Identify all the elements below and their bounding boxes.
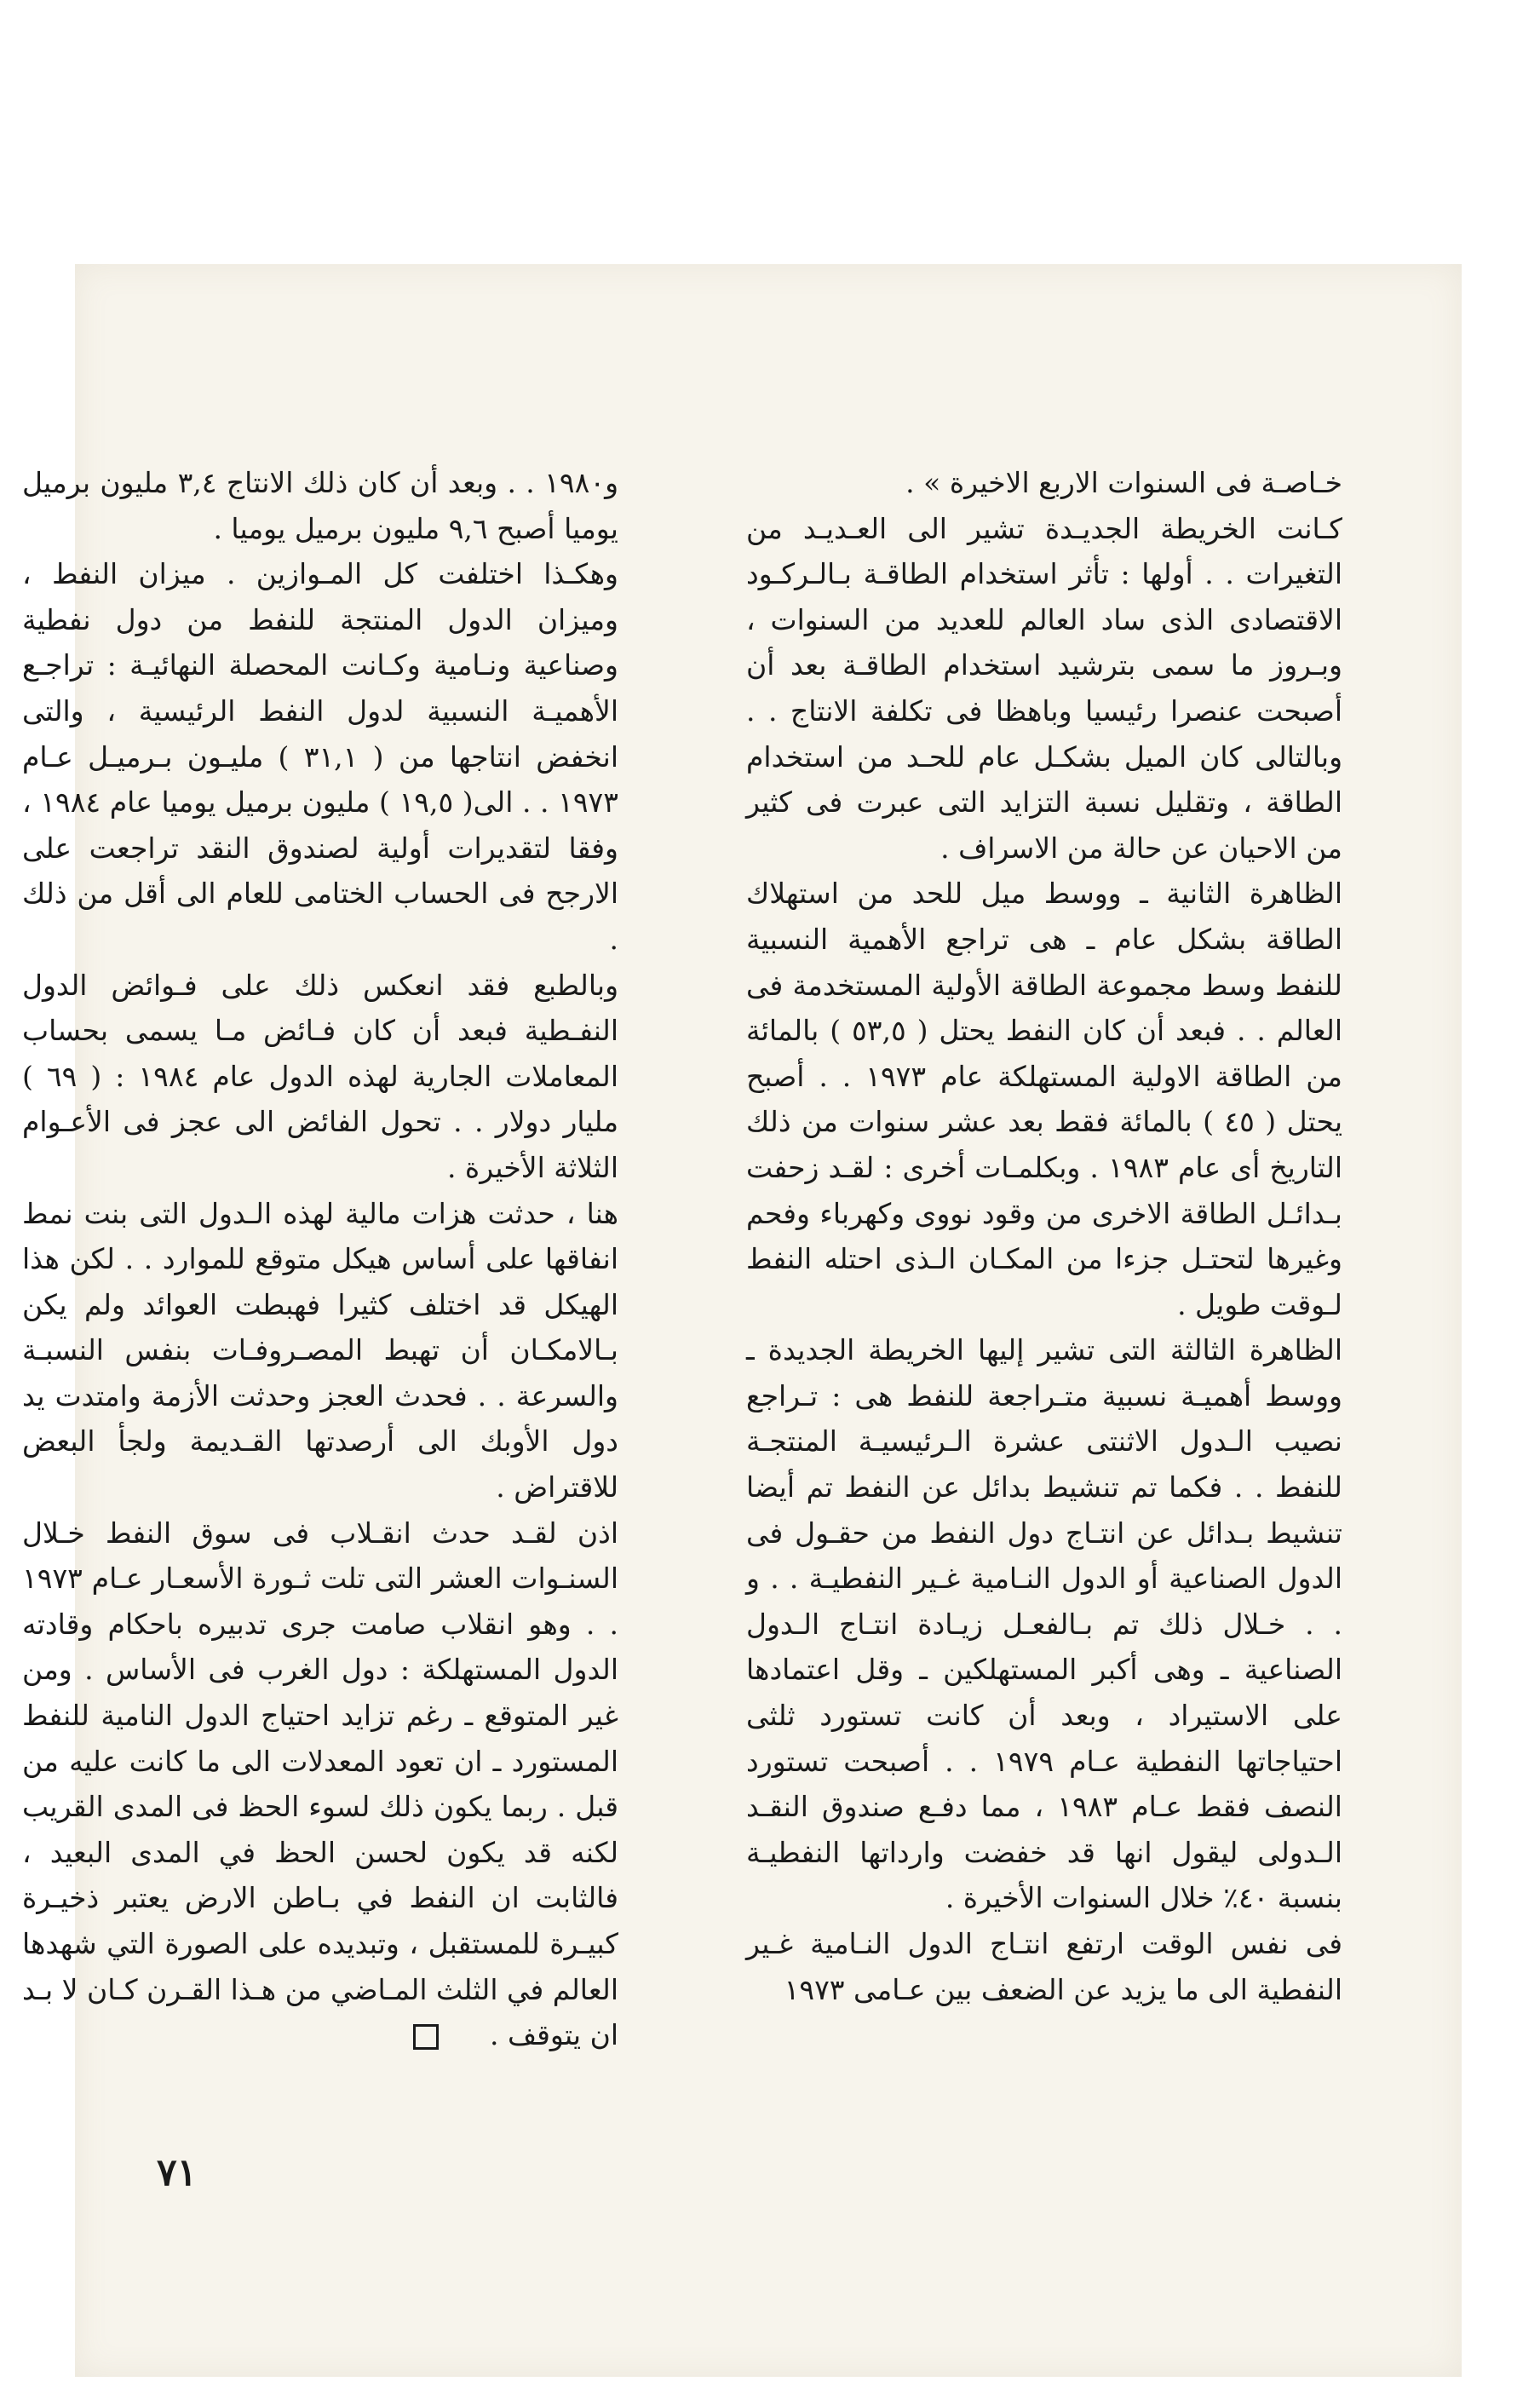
- paragraph: وهكـذا اختلفت كل المـوازين . ميزان النفط ، وميزان الدول المنتجة للنفط من دول نفطية وصناعية ونـامية وكـانت المحصلة النهائيـة : تراجـع الأهميـة النسبية لدول النفط الرئيسية ، والتى انخفض انتاجها من ( ٣١,١ ) مليـون بـرميـل عـام ١٩٧٣ . . الى( ١٩,٥ ) مليون برميل يوميا عام ١٩٨٤ ، وفقا لتقديرات أولية لصندوق النقد تراجعت على الارجح فى الحساب الختامى للعام الى أقل من ذلك .: [22, 557, 619, 956]
- paragraph: وبالطبع فقد انعكس ذلك على فـوائض الدول النفـطية فبعد أن كان فـائض مـا يسمى بحساب المعاملات الجارية لهذه الدول عام ١٩٨٤ : ( ٦٩ ) مليار دولار . . تحول الفائض الى عجز فى الأعـوام الثلاثة الأخيرة .: [22, 968, 618, 1184]
- paragraph: الظاهرة الثالثة التى تشير إليها الخريطة الجديدة ـ ووسط أهميـة نسبية متـراجعة للنفط هى : تـراجع نصيب الـدول الاثنتى عشرة الـرئيسيـة المنتجـة للنفط . . فكما تم تنشيط بدائل عن النفط تم أيضا تنشيط بـدائل عن انتـاج دول النفط من حقـول فى الدول الصناعية أو الدول النـامية غـير النفطيـة . . و . . خـلال ذلك تم بـالفعـل زيـادة انتـاج الـدول الصناعية ـ وهى أكبر المستهلكين ـ وقل اعتمادها على الاستيراد ، وبعد أن كانت تستورد ثلثى احتياجاتها النفطية عـام ١٩٧٩ . . أصبحت تستورد النصف فقط عـام ١٩٨٣ ، مما دفـع صندوق النقـد الـدولى ليقول انها قد خفضت وارداتها النفطيـة بنسبة ٤٠٪ خلال السنوات الأخيرة .: [746, 1333, 1342, 1915]
- paragraph: و١٩٨٠ . . وبعد أن كان ذلك الانتاج ٣,٤ مليون برميل يوميا أصبح ٩,٦ مليون برميل يوميا .: [22, 466, 618, 545]
- paragraph: هنا ، حدثت هزات مالية لهذه الـدول التى بنت نمط انفاقها على أساس هيكل متوقع للموارد . . لكن هذا الهيكل قد اختلف كثيرا فهبطت العوائد ولم يكن بـالامكـان أن تهبط المصـروفـات بنفس النسبـة والسرعة . . فحدث العجز وحدثت الأزمة وامتدت يد دول الأوبك الى أرصدتها القـديمة ولجأ البعض للاقتراض .: [22, 1196, 618, 1504]
- page-number: ٧١: [157, 2151, 198, 2195]
- paragraph-text: اذن لقـد حدث انقـلاب فى سوق النفط خـلال السنـوات العشر التى تلت ثـورة الأسعـار عـام ١٩٧٣ . . وهو انقلاب صامت جرى تدبيره باحكام وقادته الدول المستهلكة : دول الغرب فى الأساس . ومن غير المتوقع ـ رغم تزايد احتياج الدول النامية للنفط المستورد ـ ان تعود المعدلات الى ما كانت عليه من قبل . ربما يكون ذلك لسوء الحظ فى المدى القريب لكنه قد يكون لحسن الحظ في المدى البعيد ، فالثابت ان النفط في بـاطن الارض يعتبر ذخيـرة كبيـرة للمستقبل ، وتبديده على الصورة التي شهدها العالم في الثلث المـاضي من هـذا القـرن كـان لا بـد ان يتوقف .: [21, 1516, 618, 2052]
- paragraph: الظاهرة الثانية ـ ووسط ميل للحد من استهلاك الطاقة بشكل عام ـ هى تراجع الأهمية النسبية للنفط وسط مجموعة الطاقة الأولية المستخدمة فى العالم . . فبعد أن كان النفط يحتل ( ٥٣,٥ ) بالمائة من الطاقة الاولية المستهلكة عام ١٩٧٣ . . أصبح يحتل ( ٤٥ ) بالمائة فقط بعد عشر سنوات من ذلك التاريخ أى عام ١٩٨٣ . وبكلمـات أخرى : لقـد زحفت بـدائـل الطاقة الاخرى من وقود نووى وكهرباء وفحم وغيرها لتحتـل جزءا من المكـان الـذى احتله النفط لـوقت طويل .: [746, 877, 1343, 1321]
- right-text-column: [746, 460, 1342, 2012]
- book-page: [21, 264, 1462, 2377]
- left-text-column: [22, 460, 618, 2058]
- paragraph: خـاصـة فى السنوات الاربع الاخيرة » .: [905, 466, 1342, 499]
- paragraph-with-end-mark: [22, 1510, 618, 2058]
- end-of-article-square-icon: [413, 2024, 439, 2050]
- paragraph: فى نفس الوقت ارتفع انتـاج الدول النـامية غـير النفطية الى ما يزيد عن الضعف بين عـامى ١٩٧٣: [746, 1927, 1342, 2006]
- paragraph: كـانت الخريطة الجديـدة تشير الى العـديـد من التغيرات . . أولها : تأثر استخدام الطاقـة بـالـركـود الاقتصادى الذى ساد العالم للعديد من السنوات ، وبـروز ما سمى بترشيد استخدام الطاقـة بعد أن أصبحت عنصرا رئيسيا وباهظا فى تكلفة الانتاج . . وبالتالى كان الميل بشكـل عام للحـد من استخدام الطاقة ، وتقليل نسبة التزايد التى عبرت فى كثير من الاحيان عن حالة من الاسراف .: [746, 511, 1342, 865]
